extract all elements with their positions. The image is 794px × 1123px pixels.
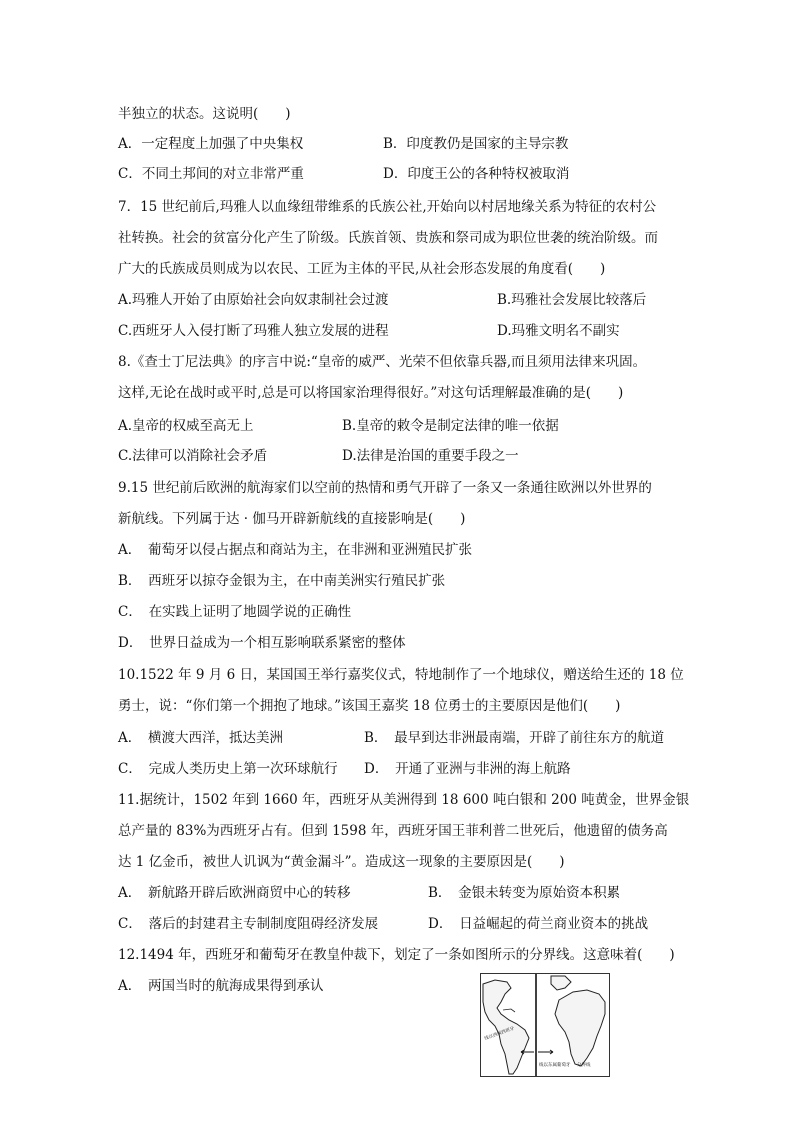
europe-landmass <box>551 976 571 990</box>
africa-landmass <box>555 990 605 1066</box>
q7-stem-line-2: 社转换。社会的贫富分化产生了阶级。氏族首领、贵族和祭司成为职位世袭的统治阶级。而 <box>118 230 658 246</box>
q6-option-c[interactable]: C．不同土邦间的对立非常严重 <box>118 166 304 182</box>
q11-stem-line-1: 11.据统计，1502 年到 1660 年，西班牙从美洲得到 18 600 吨白银和 200 吨黄金，世界金银 <box>118 792 690 808</box>
q10-option-c[interactable]: C． 完成人类历史上第一次环球航行 <box>118 761 338 777</box>
q7-option-b[interactable]: B.玛雅社会发展比较落后 <box>497 292 647 308</box>
q12-stem-line-1: 12.1494 年，西班牙和葡萄牙在教皇仲裁下，划定了一条如图所示的分界线。这意味着( ) <box>118 947 675 963</box>
q6-option-b[interactable]: B．印度教仍是国家的主导宗教 <box>383 136 569 152</box>
q10-stem-line-2: 勇士，说：“你们第一个拥抱了地球。”该国王嘉奖 18 位勇士的主要原因是他们( ) <box>118 698 621 714</box>
caribbean-islands <box>503 1009 515 1012</box>
q9-option-d[interactable]: D． 世界日益成为一个相互影响联系紧密的整体 <box>118 635 406 651</box>
west-label: 线以西属西班牙 <box>483 1026 516 1042</box>
q11-option-c[interactable]: C． 落后的封建君主专制制度阻碍经济发展 <box>118 916 379 932</box>
q7-option-d[interactable]: D.玛雅文明名不副实 <box>497 323 620 339</box>
q9-option-a[interactable]: A． 葡萄牙以侵占据点和商站为主，在非洲和亚洲殖民扩张 <box>118 542 472 558</box>
q11-stem-line-3: 达 1 亿金币，被世人讥讽为“黄金漏斗”。造成这一现象的主要原因是( ) <box>118 854 565 870</box>
q11-option-d[interactable]: D． 日益崛起的荷兰商业资本的挑战 <box>428 916 649 932</box>
q8-stem-line-1: 8.《查士丁尼法典》的序言中说:“皇帝的威严、光荣不但依靠兵器,而且须用法律来巩固。 <box>118 354 647 370</box>
west-arrow <box>521 1050 534 1054</box>
q8-stem-line-2: 这样,无论在战时或平时,总是可以将国家治理得很好。”对这句话理解最准确的是( ) <box>118 385 624 401</box>
q7-option-c[interactable]: C.西班牙人入侵打断了玛雅人独立发展的进程 <box>118 323 389 339</box>
q10-stem-line-1: 10.1522 年 9 月 6 日，某国国王举行嘉奖仪式，特地制作了一个地球仪，赠送给生还的 18 位 <box>118 667 684 683</box>
q10-option-a[interactable]: A． 横渡大西洋，抵达美洲 <box>118 730 283 746</box>
q10-option-d[interactable]: D． 开通了亚洲与非洲的海上航路 <box>364 761 571 777</box>
q8-option-b[interactable]: B.皇帝的敕令是制定法律的唯一依据 <box>342 418 559 434</box>
q7-option-a[interactable]: A.玛雅人开始了由原始社会向奴隶制社会过渡 <box>118 292 389 308</box>
q11-option-a[interactable]: A． 新航路开辟后欧洲商贸中心的转移 <box>118 885 351 901</box>
demarcation-line-map <box>480 973 610 1077</box>
q6-option-d[interactable]: D．印度王公的各种特权被取消 <box>383 166 570 182</box>
map-svg <box>481 974 609 1076</box>
q8-option-d[interactable]: D.法律是治国的重要手段之一 <box>342 448 519 464</box>
q12-option-a[interactable]: A． 两国当时的航海成果得到承认 <box>118 978 324 994</box>
q7-stem-line-1: 7．15 世纪前后,玛雅人以血缘纽带维系的氏族公社,开始向以村居地缘关系为特征的农村公 <box>118 199 657 215</box>
q8-option-a[interactable]: A.皇帝的权威至高无上 <box>118 418 254 434</box>
q6-stem-tail: 半独立的状态。这说明( ) <box>118 106 291 122</box>
q11-stem-line-2: 总产量的 83%为西班牙占有。但到 1598 年，西班牙国王菲利普二世死后，他遗留的债务高 <box>118 823 668 839</box>
q9-option-b[interactable]: B． 西班牙以掠夺金银为主，在中南美洲实行殖民扩张 <box>118 573 446 589</box>
q9-option-c[interactable]: C． 在实践上证明了地圆学说的正确性 <box>118 604 352 620</box>
q8-option-c[interactable]: C.法律可以消除社会矛盾 <box>118 448 268 464</box>
east-label: 线以东属葡萄牙 <box>539 1063 571 1068</box>
q9-stem-line-1: 9.15 世纪前后欧洲的航海家们以空前的热情和勇气开辟了一条又一条通往欧洲以外世界的 <box>118 480 652 496</box>
americas-landmass <box>483 980 529 1074</box>
q7-stem-line-3: 广大的氏族成员则成为以农民、工匠为主体的平民,从社会形态发展的角度看( ) <box>118 261 606 277</box>
q6-option-a[interactable]: A．一定程度上加强了中央集权 <box>118 136 304 152</box>
q10-option-b[interactable]: B． 最早到达非洲最南端，开辟了前往东方的航道 <box>364 730 665 746</box>
line-label: 分界线 <box>577 1063 591 1068</box>
east-arrow <box>538 1050 553 1054</box>
q11-option-b[interactable]: B． 金银未转变为原始资本积累 <box>428 885 621 901</box>
q9-stem-line-2: 新航线。下列属于达 · 伽马开辟新航线的直接影响是( ) <box>118 511 466 527</box>
